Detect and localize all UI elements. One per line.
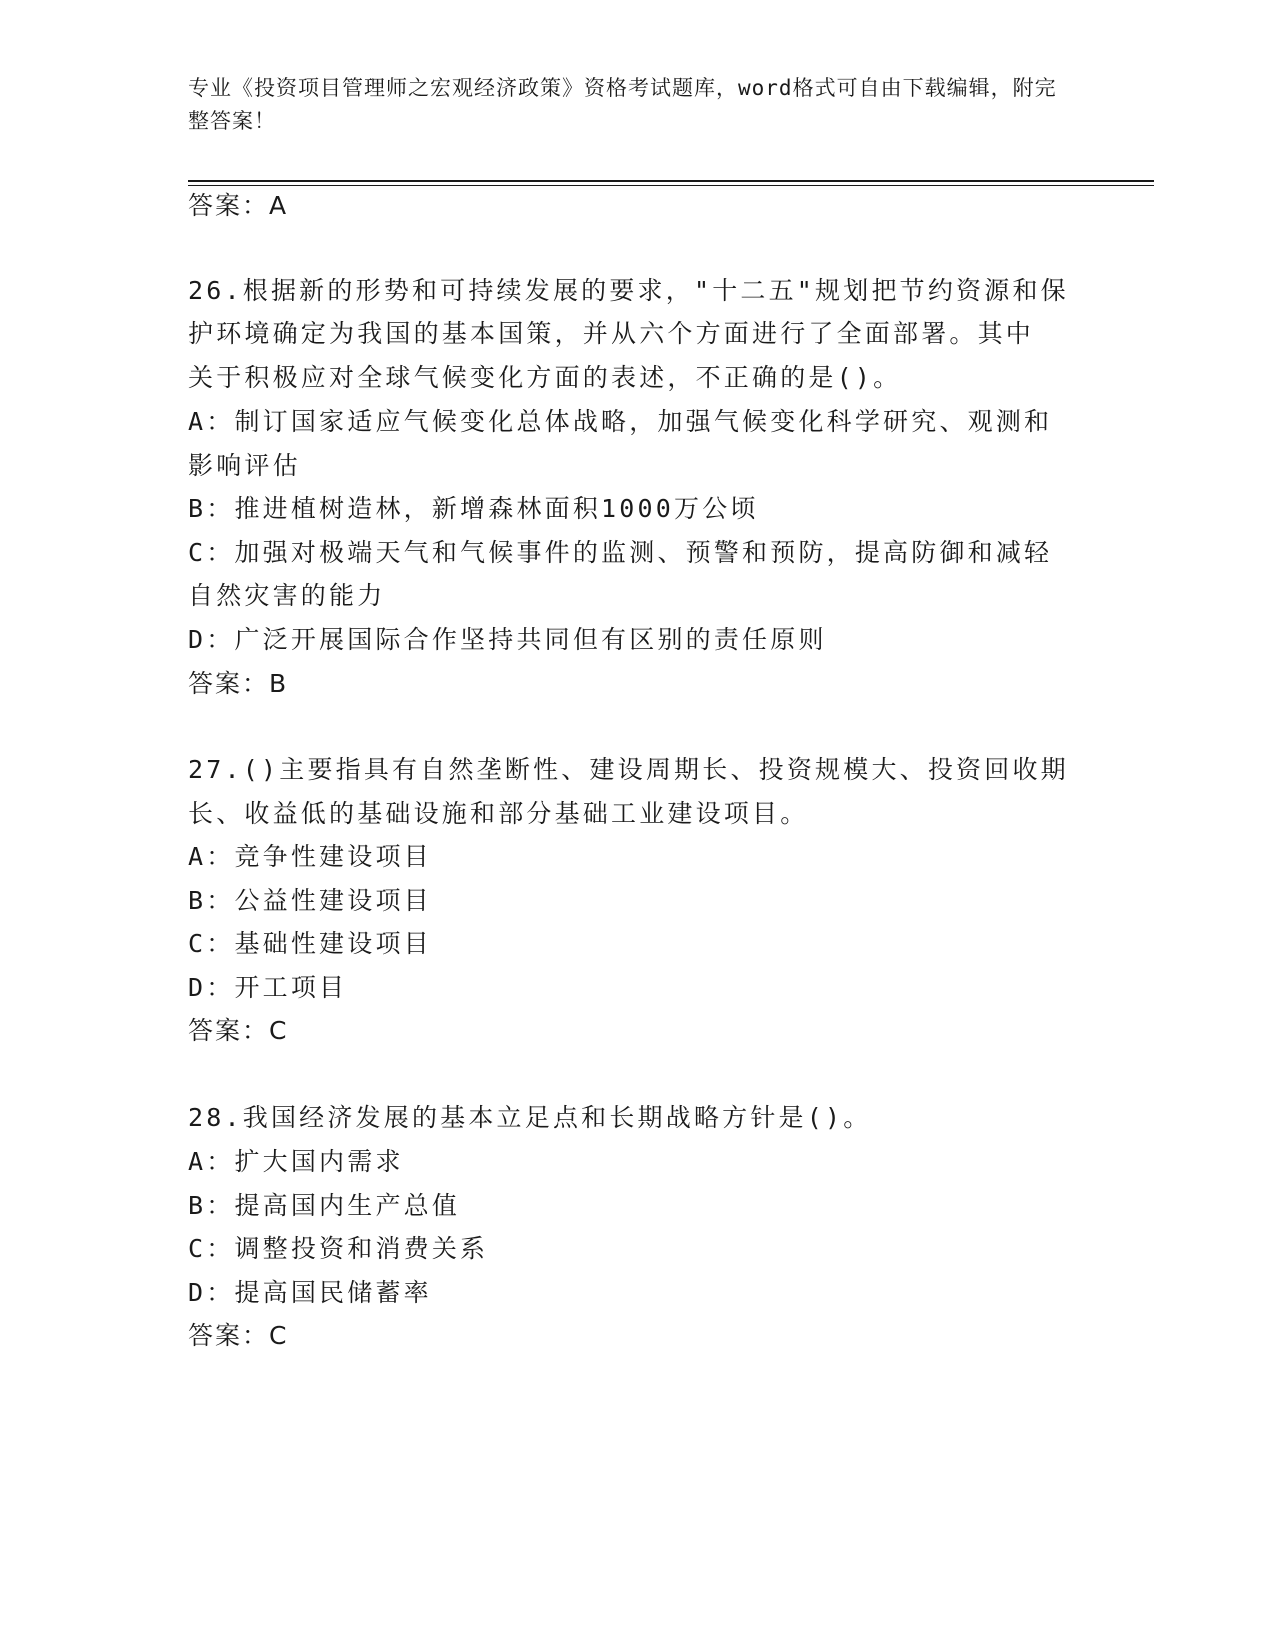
- question-27-option-d: D：开工项目: [188, 973, 348, 1002]
- question-28-answer: 答案：C: [188, 1321, 289, 1350]
- question-26-line-2: 护环境确定为我国的基本国策，并从六个方面进行了全面部署。其中: [188, 319, 1035, 348]
- header-rule-thick: [188, 180, 1154, 182]
- question-26-answer: 答案：B: [188, 669, 289, 698]
- question-28-option-b: B：提高国内生产总值: [188, 1191, 461, 1220]
- question-28-option-c: C：调整投资和消费关系: [188, 1234, 489, 1263]
- question-26-line-1: 26.根据新的形势和可持续发展的要求，"十二五"规划把节约资源和保: [188, 276, 1069, 305]
- question-28-line-1: 28.我国经济发展的基本立足点和长期战略方针是()。: [188, 1103, 872, 1132]
- question-26-option-d: D：广泛开展国际合作坚持共同但有区别的责任原则: [188, 625, 827, 654]
- question-27-answer: 答案：C: [188, 1016, 289, 1045]
- question-28-option-a: A：扩大国内需求: [188, 1147, 404, 1176]
- question-27-option-b: B：公益性建设项目: [188, 886, 432, 915]
- question-26-option-b: B：推进植树造林，新增森林面积1000万公顷: [188, 494, 759, 523]
- question-27-option-a: A：竞争性建设项目: [188, 842, 432, 871]
- question-26-option-a-line-1: A：制订国家适应气候变化总体战略，加强气候变化科学研究、观测和: [188, 407, 1053, 436]
- question-26-option-c-line-1: C：加强对极端天气和气候事件的监测、预警和预防，提高防御和减轻: [188, 538, 1053, 567]
- question-27-line-1: 27.()主要指具有自然垄断性、建设周期长、投资规模大、投资回收期: [188, 755, 1069, 784]
- question-27-line-2: 长、收益低的基础设施和部分基础工业建设项目。: [188, 799, 809, 828]
- question-26-option-c-line-2: 自然灾害的能力: [188, 581, 386, 610]
- question-28-option-d: D：提高国民储蓄率: [188, 1278, 432, 1307]
- header-rule-thin: [188, 185, 1154, 186]
- page-header-text: 专业《投资项目管理师之宏观经济政策》资格考试题库，word格式可自由下载编辑，附完整答案！: [188, 76, 1057, 133]
- question-27-option-c: C：基础性建设项目: [188, 929, 432, 958]
- question-26-line-3: 关于积极应对全球气候变化方面的表述，不正确的是()。: [188, 363, 902, 392]
- question-26-option-a-line-2: 影响评估: [188, 451, 301, 480]
- previous-answer: 答案：A: [188, 191, 289, 220]
